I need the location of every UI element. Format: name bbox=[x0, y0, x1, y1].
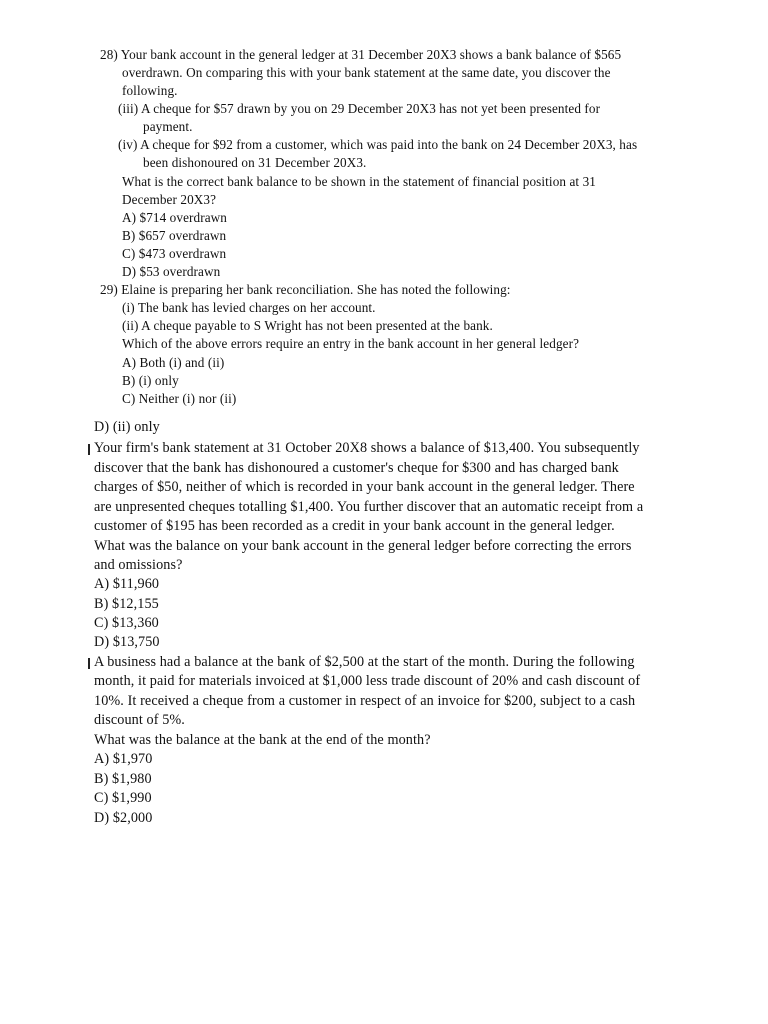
q29-stem: 29) Elaine is preparing her bank reconciliation. She has noted the following: bbox=[100, 282, 511, 297]
q29-question: Which of the above errors require an entry in the bank account in her general ledger? bbox=[122, 336, 580, 351]
q30-stem-line-5: customer of $195 has been recorded as a credit in your bank account in the general ledger. bbox=[94, 518, 615, 534]
question-number-cut-mark bbox=[88, 444, 90, 455]
q31-stem-line-3: 10%. It received a cheque from a customer in respect of an invoice for $200, subject to a cash bbox=[94, 693, 636, 709]
question-number-cut-mark bbox=[88, 658, 90, 669]
q28-item-iv-line-2: been dishonoured on 31 December 20X3. bbox=[143, 155, 367, 170]
q29-option-b: B) (i) only bbox=[122, 373, 179, 388]
q28-question-line-1: What is the correct bank balance to be shown in the statement of financial position at 31 bbox=[122, 174, 596, 189]
q28-option-d: D) $53 overdrawn bbox=[122, 264, 221, 279]
q30-option-d: D) $13,750 bbox=[94, 634, 160, 650]
q31-stem-line-4: discount of 5%. bbox=[94, 712, 185, 728]
q31-option-b: B) $1,980 bbox=[94, 771, 152, 787]
q30-option-b: B) $12,155 bbox=[94, 596, 159, 612]
q30-stem-line-2: discover that the bank has dishonoured a customer's cheque for $300 and has charged bank bbox=[94, 460, 619, 476]
q29-item-ii: (ii) A cheque payable to S Wright has not been presented at the bank. bbox=[122, 318, 493, 333]
q28-option-c: C) $473 overdrawn bbox=[122, 246, 227, 261]
q30-option-a: A) $11,960 bbox=[94, 576, 160, 592]
q30-stem-line-3: charges of $50, neither of which is recorded in your bank account in the general ledger. There bbox=[94, 479, 635, 495]
q28-item-iii-line-1: (iii) A cheque for $57 drawn by you on 29 December 20X3 has not yet been presented for bbox=[118, 101, 601, 116]
q31-stem-line-2: month, it paid for materials invoiced at $1,000 less trade discount of 20% and cash discount of bbox=[94, 673, 641, 689]
q29-item-i: (i) The bank has levied charges on her account. bbox=[122, 300, 376, 315]
q30-stem-line-1: Your firm's bank statement at 31 October 20X8 shows a balance of $13,400. You subsequently bbox=[94, 440, 640, 456]
q28-option-a: A) $714 overdrawn bbox=[122, 210, 227, 225]
q28-option-b: B) $657 overdrawn bbox=[122, 228, 227, 243]
q30-question-line-2: and omissions? bbox=[94, 557, 183, 573]
q28-stem-line-3: following. bbox=[122, 83, 178, 98]
q28-item-iii-line-2: payment. bbox=[143, 119, 193, 134]
q31-option-a: A) $1,970 bbox=[94, 751, 153, 767]
q29-option-c: C) Neither (i) nor (ii) bbox=[122, 391, 237, 406]
q28-question-line-2: December 20X3? bbox=[122, 192, 217, 207]
q31-question: What was the balance at the bank at the end of the month? bbox=[94, 732, 431, 748]
q30-question-line-1: What was the balance on your bank account in the general ledger before correcting the errors bbox=[94, 538, 632, 554]
q28-stem-line-2: overdrawn. On comparing this with your bank statement at the same date, you discover the bbox=[122, 65, 611, 80]
q29-option-a: A) Both (i) and (ii) bbox=[122, 355, 225, 370]
q28-item-iv-line-1: (iv) A cheque for $92 from a customer, which was paid into the bank on 24 December 20X3, has bbox=[118, 137, 638, 152]
q30-option-c: C) $13,360 bbox=[94, 615, 159, 631]
q31-stem-line-1: A business had a balance at the bank of $2,500 at the start of the month. During the following bbox=[94, 654, 635, 670]
q30-stem-line-4: are unpresented cheques totalling $1,400. You further discover that an automatic receipt from a bbox=[94, 499, 644, 515]
q29-option-d: D) (ii) only bbox=[94, 419, 160, 435]
q28-stem-line-1: 28) Your bank account in the general ledger at 31 December 20X3 shows a bank balance of $565 bbox=[100, 47, 622, 62]
q31-option-d: D) $2,000 bbox=[94, 810, 153, 826]
q31-option-c: C) $1,990 bbox=[94, 790, 152, 806]
